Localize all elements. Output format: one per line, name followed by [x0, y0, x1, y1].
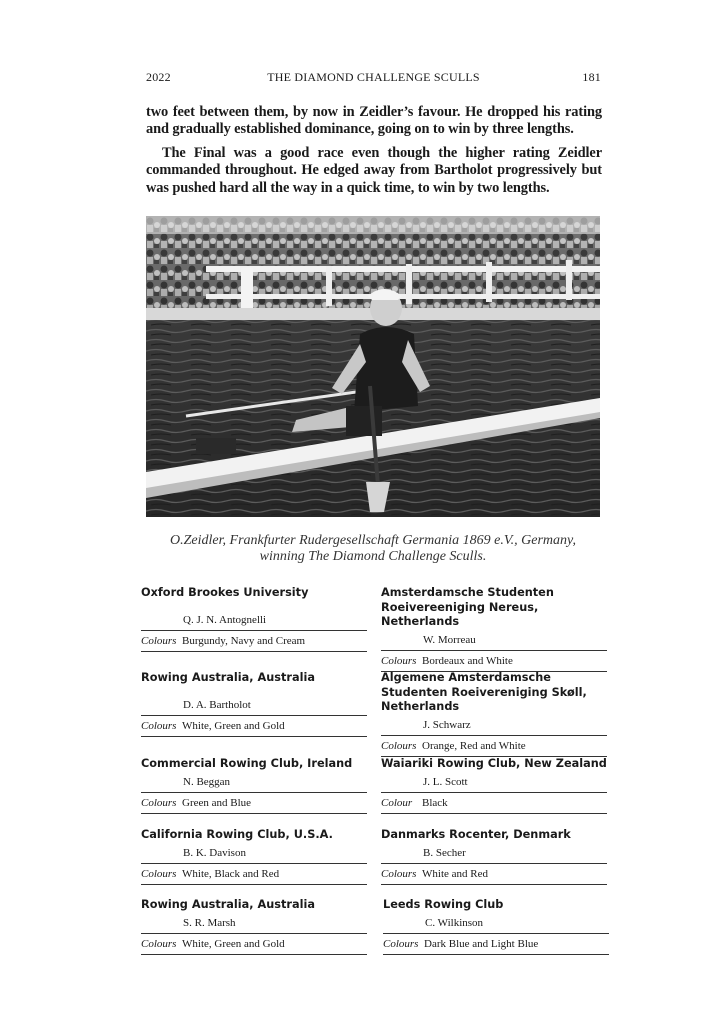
colours-row: [381, 864, 607, 885]
club-name: Rowing Australia, Australia: [141, 671, 315, 684]
colours-row: [141, 793, 367, 814]
caption-line: winning The Diamond Challenge Sculls.: [259, 549, 487, 564]
crew-entry: [141, 671, 367, 737]
crew-entry: [381, 757, 607, 814]
paragraph: two feet between them, by now in Zeidler’s favour. He dropped his rating and gradually established dominance, going on to win by three lengths.: [146, 104, 602, 138]
header-year: 2022: [146, 70, 171, 84]
club-name: California Rowing Club, U.S.A.: [141, 828, 333, 841]
photo-caption: [140, 533, 606, 565]
crew-entry: [383, 898, 609, 955]
colours-row: [141, 631, 367, 652]
colours-row: [381, 793, 607, 814]
body-text: [146, 104, 602, 203]
colours-label: Colours: [141, 634, 177, 647]
page-number: 181: [582, 70, 601, 84]
photo-rower: [146, 216, 600, 517]
club-name: Rowing Australia, Australia: [141, 898, 315, 911]
colours-value: Bordeaux and White: [422, 654, 513, 667]
colours-label: Colours: [381, 654, 417, 667]
colours-value: Orange, Red and White: [422, 739, 526, 752]
crew-entry: [141, 828, 367, 885]
rower-name: J. L. Scott: [381, 772, 607, 793]
rower-name: S. R. Marsh: [141, 913, 367, 934]
colours-value: Green and Blue: [182, 796, 252, 809]
colours-label: Colours: [381, 739, 417, 752]
colours-value: Burgundy, Navy and Cream: [182, 634, 306, 647]
club-name: Algemene Amsterdamsche Studenten Roeivereniging Skøll, Netherlands: [381, 671, 587, 713]
colours-label: Colours: [141, 867, 177, 880]
caption-line: O.Zeidler, Frankfurter Rudergesellschaft Germania 1869 e.V., Germany,: [170, 533, 576, 548]
rower-name: B. Secher: [381, 843, 607, 864]
colours-row: [381, 651, 607, 672]
colours-label: Colour: [381, 796, 413, 809]
crew-entry: [381, 671, 607, 757]
colours-value: White, Green and Gold: [182, 937, 285, 950]
rower-name: D. A. Bartholot: [141, 694, 367, 716]
club-name: Waiariki Rowing Club, New Zealand: [381, 757, 607, 770]
rower-name: C. Wilkinson: [383, 913, 609, 934]
club-name: Danmarks Rocenter, Denmark: [381, 828, 571, 841]
rower-name: W. Morreau: [381, 630, 607, 651]
club-name: Amsterdamsche Studenten Roeivereeniging Nereus, Netherlands: [381, 586, 554, 628]
rower-name: N. Beggan: [141, 772, 367, 793]
colours-value: Dark Blue and Light Blue: [424, 937, 539, 950]
rower-name: J. Schwarz: [381, 715, 607, 736]
colours-label: Colours: [141, 719, 177, 732]
crew-entry: [381, 828, 607, 885]
colours-label: Colours: [383, 937, 419, 950]
club-name: Leeds Rowing Club: [383, 898, 504, 911]
crew-entry: [141, 898, 367, 955]
paragraph: The Final was a good race even though the higher rating Zeidler commanded throughout. He edged away from Bartholot progressively but was pushed hard all the way in a quick time, to win by two lengths.: [146, 144, 602, 196]
club-name: Commercial Rowing Club, Ireland: [141, 757, 353, 770]
rower-name: Q. J. N. Antognelli: [141, 609, 367, 631]
photo-illustration: [146, 216, 600, 517]
colours-value: White, Black and Red: [182, 867, 280, 880]
colours-value: White and Red: [422, 867, 488, 880]
rower-name: B. K. Davison: [141, 843, 367, 864]
colours-row: [383, 934, 609, 955]
header-title: THE DIAMOND CHALLENGE SCULLS: [267, 70, 480, 84]
colours-label: Colours: [141, 796, 177, 809]
crew-entry: [141, 586, 367, 652]
colours-row: [381, 736, 607, 757]
colours-row: [141, 864, 367, 885]
colours-value: White, Green and Gold: [182, 719, 285, 732]
running-header: [146, 70, 601, 86]
colours-value: Black: [422, 796, 448, 809]
colours-label: Colours: [141, 937, 177, 950]
club-name: Oxford Brookes University: [141, 586, 309, 599]
colours-label: Colours: [381, 867, 417, 880]
colours-row: [141, 934, 367, 955]
colours-row: [141, 716, 367, 737]
crew-entry: [141, 757, 367, 814]
crew-entry: [381, 586, 607, 672]
